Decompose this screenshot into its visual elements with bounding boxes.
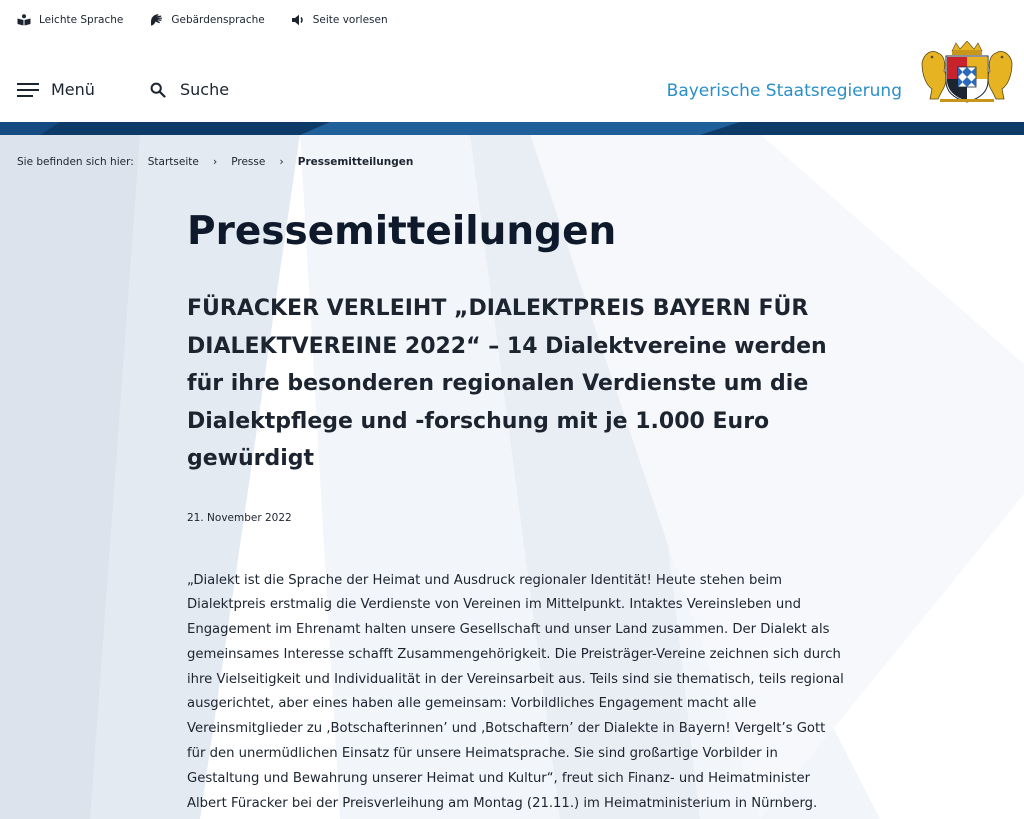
bavarian-coat-of-arms-logo[interactable] (918, 41, 1016, 103)
book-reader-icon (17, 14, 31, 26)
read-aloud-link[interactable] (291, 14, 388, 26)
menu-label: Menü (51, 80, 95, 99)
article-body: „Dialekt ist die Sprache der Heimat und Ausdruck regionaler Identität! Heute stehen beim Dialektpreis erstmalig die Verdienste von Vereinen im Mittelpunkt. Intaktes Vereinsleben und Engagement im Ehrenamt halten unsere Gesellschaft und unser Land zusammen. Der Dialekt als gemeinsames Interesse schafft Zusammengehörigkeit. Die Preisträger-Vereine zeichnen sich durch ihre Vielseitigkeit und Individualität in der Vereinsarbeit aus. Teils sind sie thematisch, teils regional ausgerichtet, aber eines haben alle gemeinsam: Vorbildliches Engagement macht alle Vereinsmitglieder zu ‚Botschafterinnen’ und ‚Botschaftern’ der Dialekte in Bayern! Vergelt’s Gott für den unermüdlichen Einsatz für unsere Heimatsprache. Sie sind großartige Vorbilder in Gestaltung und Bewahrung unserer Heimat und Kultur“, freut sich Finanz- und Heimatminister Albert Füracker bei der Preisverleihung am Montag (21.11.) im Heimatministerium in Nürnberg. (187, 572, 844, 811)
breadcrumb-item-current: Pressemitteilungen (297, 155, 414, 168)
site-header (0, 70, 1024, 116)
magnifier-search-icon (150, 82, 166, 98)
brand-title-link[interactable]: Bayerische Staatsregierung (666, 81, 902, 101)
easy-language-label: Leichte Sprache (39, 14, 124, 26)
page-title: Pressemitteilungen (187, 209, 617, 254)
breadcrumb-separator-icon: › (212, 155, 218, 168)
hamburger-menu-icon (17, 82, 39, 98)
read-aloud-label: Seite vorlesen (312, 14, 388, 26)
sign-language-hand-icon (149, 13, 163, 27)
header-stripe (0, 122, 1024, 135)
menu-button[interactable] (17, 80, 95, 99)
breadcrumb-separator-icon: › (279, 155, 284, 168)
article-title: FÜRACKER VERLEIHT „DIALEKTPREIS BAYERN FÜR DIALEKTVEREINE 2022“ – 14 Dialektvereine werden für ihre besonderen regionalen Verdienste um die Dialektpflege und -forschung mit je 1.000 Euro gewürdigt (187, 296, 827, 471)
easy-language-link[interactable] (17, 14, 123, 26)
speaker-icon (291, 14, 305, 26)
sign-language-link[interactable] (149, 13, 264, 27)
search-label: Suche (180, 80, 230, 99)
search-button[interactable] (150, 80, 229, 99)
breadcrumb-item-startseite[interactable]: Startseite (147, 155, 199, 168)
breadcrumb (17, 155, 413, 168)
sign-language-label: Gebärdensprache (171, 14, 265, 26)
utility-nav (17, 12, 388, 28)
breadcrumb-item-presse[interactable]: Presse (231, 155, 266, 168)
breadcrumb-prefix: Sie befinden sich hier: (17, 155, 134, 168)
main-content (187, 200, 844, 819)
article-date: 21. November 2022 (187, 511, 292, 524)
